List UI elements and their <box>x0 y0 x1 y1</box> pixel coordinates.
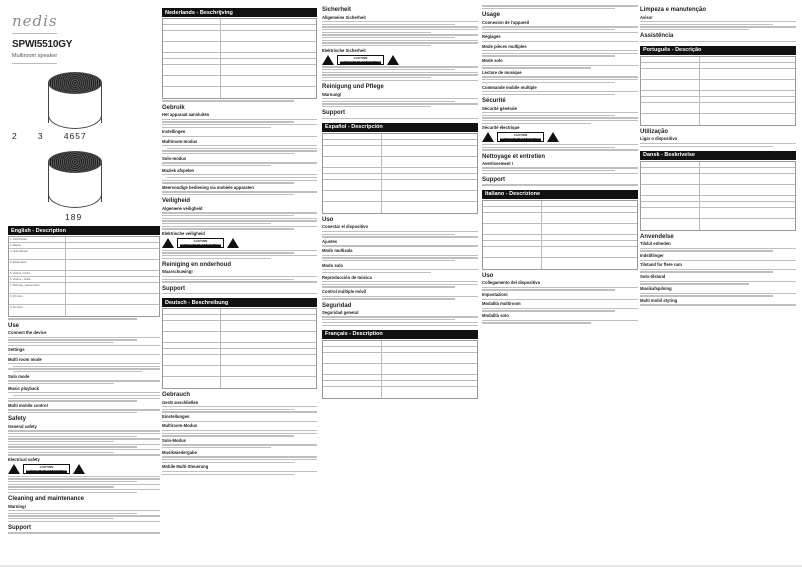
section-title-pt: Português - Descrição <box>640 46 796 55</box>
subheading: Indstillinger <box>640 253 664 259</box>
description-table-nl <box>162 18 317 99</box>
section-title-en: English - Description <box>8 226 160 235</box>
subheading: Solo-modus <box>162 155 187 161</box>
subheading: Avertissement ! <box>482 161 514 166</box>
subheading: Multiroom-Modus <box>162 423 198 429</box>
warning-triangle-icon <box>227 238 239 248</box>
subheading: Waarschuwing! <box>162 269 193 275</box>
subheading: Solo-tilstand <box>640 274 666 280</box>
description-table-en: 1. On/off button 2. Display 3. LED indicator 4. Mode button 5. Volume - button 6. Volume + button 7. WiFi play / pause button 8. DC input 9. DC input <box>8 236 160 317</box>
section-title-da: Dansk - Beskrivelse <box>640 151 796 160</box>
warning-triangle-icon <box>387 55 399 65</box>
subheading: Instellingen <box>162 129 186 135</box>
heading: Support <box>322 110 345 117</box>
speaker-front-illustration <box>48 72 108 129</box>
subheading: Connect the device <box>8 330 47 336</box>
subheading: Gerät anschließen <box>162 399 199 405</box>
subheading: Multi mobile control <box>8 403 48 408</box>
subheading: Elektrische Sicherheit <box>322 47 366 53</box>
heading: Sécurité <box>482 98 506 104</box>
caution-warning-graphic <box>322 55 478 65</box>
subheading: Settings <box>8 347 25 353</box>
subheading: Aviso! <box>640 14 653 20</box>
product-subtitle: Multiroom speaker <box>12 53 58 59</box>
subheading: Mode solo <box>482 58 503 64</box>
warning-triangle-icon <box>162 238 174 248</box>
column-3 <box>322 4 478 399</box>
subheading: Electrical safety <box>8 457 40 463</box>
heading: Cleaning and maintenance <box>8 496 85 503</box>
subheading: Solo-Modus <box>162 438 186 443</box>
section-title-de: Deutsch - Beschreibung <box>162 298 317 307</box>
caution-warning-graphic <box>482 132 638 142</box>
subheading: Control múltiple móvil <box>322 289 367 295</box>
heading: Support <box>8 525 31 531</box>
subheading: Elektrische veiligheid <box>162 231 205 237</box>
heading: Seguridad <box>322 302 352 309</box>
heading: Sicherheit <box>322 7 352 13</box>
section-title-fr: Français - Description <box>322 330 478 339</box>
subheading: Reproducción de música <box>322 274 372 280</box>
subheading: Mobile Multi-Steuerung <box>162 464 209 470</box>
description-table-it <box>482 200 638 270</box>
subheading: Connexion de l'appareil <box>482 19 530 25</box>
description-table-de <box>162 308 317 389</box>
caution-label: CAUTION RISK OF ELECTRIC SHOCK DO NOT OPEN <box>23 464 70 474</box>
subheading: Muziek afspelen <box>162 167 195 173</box>
subheading: Lecture de musique <box>482 70 522 76</box>
subheading: Modalità solo <box>482 313 509 319</box>
subheading: Music playback <box>8 385 39 391</box>
heading: Safety <box>8 416 27 423</box>
subheading: Warning! <box>8 503 26 509</box>
heading: Gebruik <box>162 104 185 111</box>
subheading: Ligar o dispositivo <box>640 136 678 142</box>
subheading: Musikafspilning <box>640 286 672 292</box>
description-table-es <box>322 133 478 214</box>
heading: Use <box>8 322 20 329</box>
heading: Limpeza e manutenção <box>640 7 707 13</box>
heading: Assistência <box>640 33 674 40</box>
heading: Anvendelse <box>640 233 674 240</box>
subheading: Musikwiedergabe <box>162 449 197 455</box>
warning-triangle-icon <box>73 464 85 474</box>
heading: Utilização <box>640 128 669 135</box>
subheading: Modo solo <box>322 262 343 268</box>
subheading: Solo mode <box>8 373 30 379</box>
heading: Support <box>162 285 185 292</box>
description-table-da <box>640 161 796 231</box>
subheading: Tilstand for flere rum <box>640 262 682 268</box>
subheading: Seguridad general <box>322 310 359 316</box>
heading: Support <box>482 177 505 184</box>
subheading: Meervoudige bediening via mobiele apparaten <box>162 185 254 190</box>
model-number: SPWI5510GY <box>12 39 73 50</box>
column-5 <box>640 4 796 307</box>
subheading: Sécurité générale <box>482 105 517 111</box>
heading: Uso <box>322 216 334 223</box>
divider <box>12 33 57 34</box>
heading: Reiniging en onderhoud <box>162 261 231 268</box>
heading: Gebrauch <box>162 392 191 399</box>
brand-logo: nedis <box>12 12 58 30</box>
subheading: Algemene veiligheid <box>162 205 203 211</box>
section-title-it: Italiano - Descrizione <box>482 190 638 199</box>
warning-triangle-icon <box>482 132 494 142</box>
caution-label: CAUTION RISK OF ELECTRIC SHOCK DO NOT OPEN <box>337 55 384 65</box>
subheading: Modalità multiroom <box>482 301 521 307</box>
subheading: Impostazioni <box>482 292 508 298</box>
subheading: Sécurité électrique <box>482 125 520 131</box>
warning-triangle-icon <box>8 464 20 474</box>
subheading: Réglages <box>482 34 501 40</box>
heading: Uso <box>482 272 494 279</box>
column-1 <box>8 6 160 535</box>
description-table-fr <box>322 340 478 399</box>
subheading: Einstellungen <box>162 414 190 420</box>
subheading: Mode pièces multiples <box>482 43 527 49</box>
subheading: Commande mobile multiple <box>482 84 537 90</box>
section-title-nl: Nederlands - Beschrijving <box>162 8 317 17</box>
heading: Nettoyage et entretien <box>482 153 546 160</box>
section-title-es: Español - Descripción <box>322 123 478 132</box>
warning-triangle-icon <box>547 132 559 142</box>
subheading: Het apparaat aansluiten <box>162 112 210 118</box>
subheading: Multi mobil styring <box>640 298 678 303</box>
subheading: Conectar el dispositivo <box>322 224 369 230</box>
speaker-back-illustration <box>48 151 108 208</box>
subheading: Warnung! <box>322 91 342 97</box>
figure-callouts-top: 2 3 4657 <box>12 131 87 141</box>
heading: Veiligheid <box>162 198 191 205</box>
caution-label: CAUTION RISK OF ELECTRIC SHOCK DO NOT OPEN <box>177 238 224 248</box>
subheading: Ajustes <box>322 239 338 244</box>
caution-warning-graphic <box>8 464 160 474</box>
figure-callouts-bottom: 189 <box>65 212 83 222</box>
heading: Reinigung und Pflege <box>322 84 384 90</box>
description-table-pt <box>640 56 796 126</box>
warning-triangle-icon <box>322 55 334 65</box>
divider <box>12 63 57 64</box>
caution-label: CAUTION RISK OF ELECTRIC SHOCK DO NOT OPEN <box>497 132 544 142</box>
subheading: Tilslut enheden <box>640 241 671 247</box>
column-4 <box>482 4 638 325</box>
subheading: Multiroom-modus <box>162 138 198 144</box>
subheading: General safety <box>8 423 37 429</box>
heading: Usage <box>482 12 501 19</box>
column-2 <box>162 4 317 476</box>
subheading: Multi room mode <box>8 356 42 362</box>
subheading: Modo multisala <box>322 248 353 254</box>
caution-warning-graphic <box>162 238 317 248</box>
subheading: Collegamento del dispositivo <box>482 280 541 286</box>
subheading: Allgemeine Sicherheit <box>322 14 366 20</box>
